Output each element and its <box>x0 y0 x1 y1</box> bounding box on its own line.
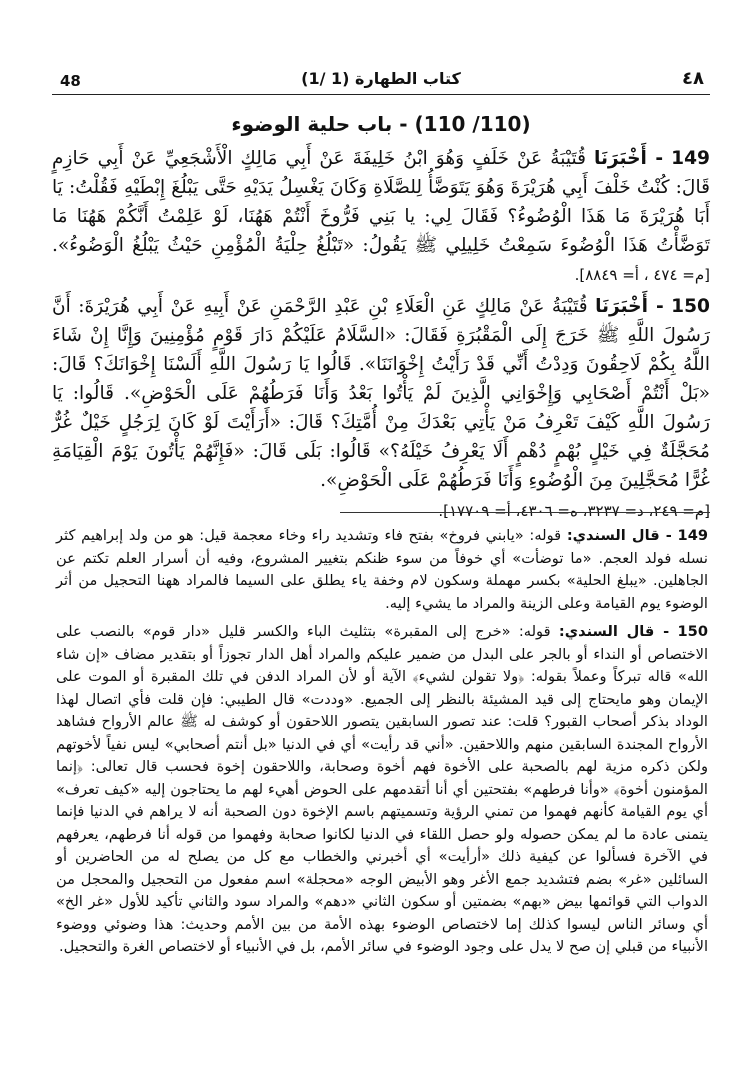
running-title: (1/ 1) كتاب الطهارة <box>301 69 461 88</box>
main-text <box>52 112 710 523</box>
hadith-reference: [م= ٤٧٤ ، أ= ٨٨٤٩]. <box>574 266 710 284</box>
chapter-title: (110/ 110) - باب حلية الوضوء <box>231 112 531 136</box>
commentary-label: - قال السندي: <box>566 527 672 544</box>
hadith-reference: [م= ٢٤٩، د= ٣٢٣٧، ه= ٤٣٠٦، أ= ١٧٧٠٩]. <box>438 502 710 520</box>
page-number-latin: 48 <box>60 72 81 90</box>
hadith-number: 149 <box>671 148 710 169</box>
commentary-149 <box>56 525 708 615</box>
commentary-section <box>56 525 708 965</box>
hadith-149 <box>52 144 710 290</box>
page-header <box>52 60 710 95</box>
footnote-separator <box>340 512 710 513</box>
hadith-150 <box>52 292 710 495</box>
commentary-150 <box>56 621 708 959</box>
commentary-label: - قال السندي: <box>558 623 670 640</box>
hadith-number: 150 <box>671 296 710 317</box>
commentary-number: 149 <box>677 527 709 544</box>
commentary-number: 150 <box>677 623 708 640</box>
hadith-text: قُتَيْبَةُ عَنْ مَالِكٍ عَنِ الْعَلَاءِ بْنِ عَبْدِ الرَّحْمَنِ عَنْ أَبِيهِ عَنْ أَبِي هُرَيْرَةَ: أَنَّ رَسُولَ اللَّهِ ﷺ خَرَجَ إِلَى الْمَقْبُرَةِ فَقَالَ: «السَّلَامُ عَلَيْكُمْ دَارَ قَوْمٍ مُؤْمِنِينَ وَإِنَّا إِنْ شَاءَ اللَّهُ بِكُمْ لَاحِقُونَ وَدِدْتُ أَنِّي قَدْ رَأَيْتُ إِخْوَانَنَا». قَالُوا يَا رَسُولَ اللَّهِ أَلَسْنَا إِخْوَانَكَ؟ قَالَ: «بَلْ أَنْتُمْ أَصْحَابِي وَإِخْوَانِي الَّذِينَ لَمْ يَأْتُوا بَعْدُ وَأَنَا فَرَطُهُمْ عَلَى الْحَوْضِ». قَالُوا: يَا رَسُولَ اللَّهِ كَيْفَ تَعْرِفُ مَنْ يَأْتِي بَعْدَكَ مِنْ أُمَّتِكَ؟ قَالَ: «أَرَأَيْتَ لَوْ كَانَ لِرَجُلٍ خَيْلٌ غُرٌّ مُحَجَّلَةٌ فِي خَيْلٍ بُهْمٍ دُهْمٍ أَلَا يَعْرِفُ خَيْلَهُ؟» قَالُوا: بَلَى قَالَ: «فَإِنَّهُمْ يَأْتُونَ يَوْمَ الْقِيَامَةِ غُرًّا مُحَجَّلِينَ مِنَ الْوُضُوءِ وَأَنَا فَرَطُهُمْ عَلَى الْحَوْضِ». <box>52 296 710 491</box>
hadith-text: قُتَيْبَةُ عَنْ خَلَفٍ وَهُوَ ابْنُ خَلِيفَةَ عَنْ أَبِي مَالِكٍ الْأَشْجَعِيِّ عَنْ أَبِي حَازِمٍ قَالَ: كُنْتُ خَلْفَ أَبِي هُرَيْرَةَ وَهُوَ يَتَوَضَّأُ لِلصَّلَاةِ وَكَانَ يَغْسِلُ يَدَيْهِ حَتَّى يَبْلُغَ إِبْطَيْهِ فَقُلْتُ: يَا أَبَا هُرَيْرَةَ مَا هَذَا الْوُضُوءُ؟ فَقَالَ لِي: يا بَنِي فَرُّوخَ أَنْتُمْ هَهُنَا، لَوْ عَلِمْتُ أَنَّكُمْ هَهُنَا مَا تَوَضَّأْتُ هَذَا الْوُضُوءَ سَمِعْتُ خَلِيلِي ﷺ يَقُولُ: «تَبْلُغُ حِلْيَةُ الْمُؤْمِنِ حَيْثُ يَبْلُغُ الْوَضُوءُ». <box>52 148 710 256</box>
hadith-opening: - أَخْبَرَنَا <box>595 296 664 317</box>
page-number-arabic: ٤٨ <box>682 68 704 89</box>
commentary-text: قوله: «يابني فروخ» بفتح فاء وتشديد راء وخاء معجمة قيل: هو من ولد إبراهيم كثر نسله فولد العجم. «ما توضأت» أي خوفاً من سوء ظنكم بتغيير المشروع، وفيه أن أسرار العلم تكتم عن الجاهلين. «يبلغ الحلية» بكسر مهملة وسكون لام وخفة ياء يطلق على السيما فالمراد ههنا التحجيل من أثر الوضوء يوم القيامة وعلى الزينة والمراد ما يشيء إليه. <box>56 527 708 612</box>
hadith-opening: - أَخْبَرَنَا <box>593 148 664 169</box>
commentary-text: قوله: «خرج إلى المقبرة» بتثليث الباء والكسر قليل «دار قوم» بالنصب على الاختصاص أو النداء أو بالجر على البدل من ضمير عليكم والمراد أهل الدار تجوزاً أو بتقدير مضاف «إن شاء الله» قاله تبركاً وعملاً بقوله: ﴿ولا تقولن لشيء﴾ الآية أو لأن المراد الدفن في تلك المقبرة أو الموت على الإيمان وهو مايحتاج إلى قيد المشيئة بالنظر إلى الجميع. «وددت» قال الطيبي: فإن قلت فأي اتصال لهذا الوداد بذكر أصحاب القبور؟ قلت: عند تصور السابقين يتصور اللاحقون أو كوشف له ﷺ عالم الأرواح فشاهد الأرواح المجندة السابقين منهم واللاحقين. «أني قد رأيت» أي في الدنيا «بل أنتم أصحابي» ليس نفياً لأخوتهم ولكن ذكره مزية لهم بالصحبة على الأخوة فهم أخوة وصحابة، واللاحقون إخوة فحسب قال تعالى: ﴿إنما المؤمنون أخوة﴾ «وأنا فرطهم» بفتحتين أي أنا أتقدمهم على الحوض أهيء لهم ما يحتاجون إليه «كيف تعرف» أي يوم القيامة كأنهم فهموا من تمني الرؤية وتسميتهم باسم الإخوة دون الصحبة أنه لا يراهم في الدنيا فإنما يتمنى عادة ما لم يمكن حصوله ولو حصل اللقاء في الدنيا لكانوا صحابة وفهموا من قوله أنا فرطهم، يعرفهم في الآخرة فسألوا عن كيفية ذلك «أرأيت» أي أخبرني والخطاب مع كل من يصلح له من الحاضرين أو السائلين «غر» بضم فتشديد جمع الأغر وهو الأبيض الوجه «محجلة» اسم مفعول من التحجيل والمحجل من الدواب التي قوائمها بيض «بهم» بضمتين أو سكون الثاني «دهم» والمراد سود والثاني تأكيد للأول «غر الخ» أي وسائر الناس ليسوا كذلك إما لاختصاص الوضوء بهذه الأمة من بين الأمم وحديث: هذا وضوئي ووضوء الأنبياء من قبلي إن صح لا يدل على وجود الوضوء في سائر الأمم، بل في الأنبياء أو لاختصاص الغرة والتحجيل. <box>56 623 708 955</box>
